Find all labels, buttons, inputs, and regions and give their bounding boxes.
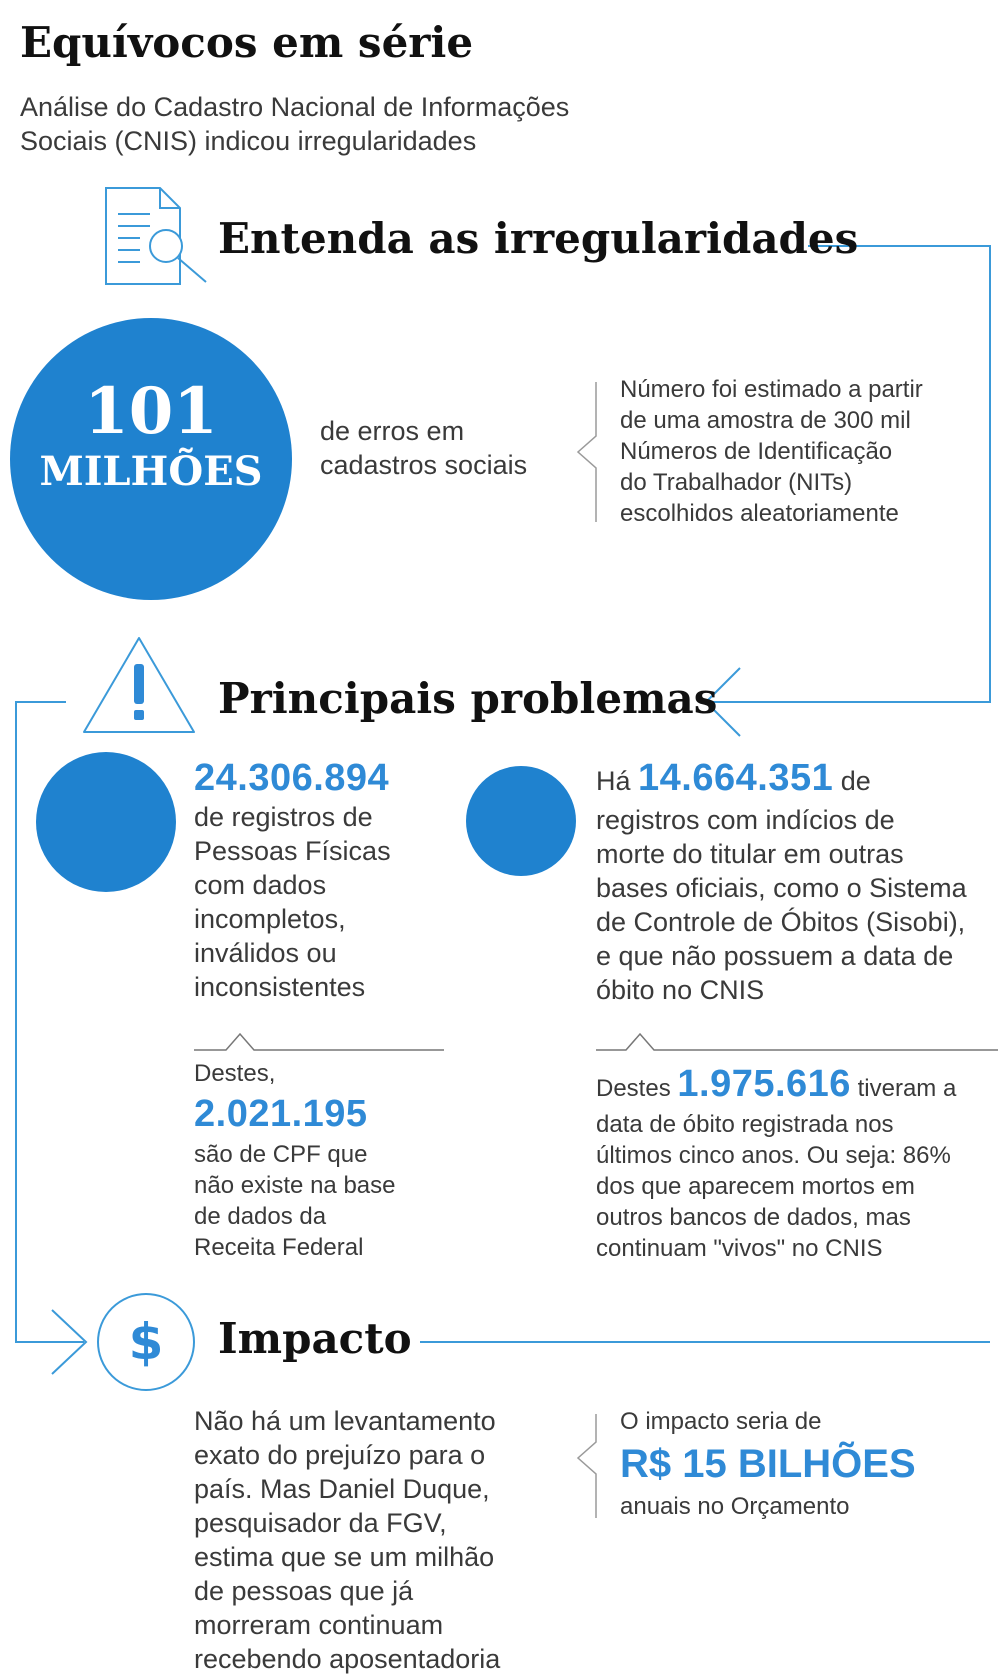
estimate-note <box>620 374 923 529</box>
impact-value: R$ 15 BILHÕES <box>620 1442 916 1486</box>
problem-left-sub-line: de dados da <box>194 1203 327 1230</box>
estimate-note-line: do Trabalhador (NITs) <box>620 469 853 496</box>
dollar-icon: $ <box>128 1313 164 1371</box>
impact-body-line: Não há um levantamento <box>194 1406 496 1436</box>
impact-body-line: exato do prejuízo para o <box>194 1440 486 1470</box>
problem-right-text <box>596 756 967 1007</box>
problem-left-sub-line: não existe na base <box>194 1172 396 1199</box>
warning-icon <box>84 638 194 732</box>
problem-right-sub-line: continuam "vivos" no CNIS <box>596 1235 883 1262</box>
big-number: 101 <box>84 374 218 449</box>
impact-body-line: país. Mas Daniel Duque, <box>194 1474 490 1504</box>
section-heading-irregularidades: Entenda as irregularidades <box>218 214 859 263</box>
problem-right-prefix: Há <box>596 766 631 796</box>
problem-right-line: de Controle de Óbitos (Sisobi), <box>596 907 966 937</box>
problem-right-sub-suffix: tiveram a <box>857 1075 957 1102</box>
page-subtitle-line1: Análise do Cadastro Nacional de Informações <box>20 92 570 122</box>
problem-left-sub-number: 2.021.195 <box>194 1093 368 1135</box>
page-title: Equívocos em série <box>20 18 474 67</box>
problem-right-sub-line: dos que aparecem mortos em <box>596 1173 915 1200</box>
impact-body-line: estima que se um milhão <box>194 1542 495 1572</box>
divider-left <box>194 1034 444 1050</box>
impact-body-line: recebendo aposentadoria <box>194 1644 501 1674</box>
problem-right-line: registros com indícios de <box>596 805 895 835</box>
impact-outro: anuais no Orçamento <box>620 1493 850 1520</box>
page-subtitle-line2: Sociais (CNIS) indicou irregularidades <box>20 126 477 156</box>
impact-intro: O impacto seria de <box>620 1408 822 1435</box>
problem-right-sub-number: 1.975.616 <box>677 1063 851 1105</box>
problem-right-dot <box>466 766 576 876</box>
big-number-caption-line1: de erros em <box>320 416 465 446</box>
problem-right-number: 14.664.351 <box>638 757 834 799</box>
problem-left-dot <box>36 752 176 892</box>
problem-left-line: incompletos, <box>194 904 346 934</box>
problem-left-line: Pessoas Físicas <box>194 836 391 866</box>
estimate-note-line: Número foi estimado a partir <box>620 376 923 403</box>
estimate-note-line: escolhidos aleatoriamente <box>620 500 899 527</box>
problem-right-line: bases oficiais, como o Sistema <box>596 873 967 903</box>
section-heading-problemas: Principais problemas <box>218 674 718 723</box>
section-heading-impacto: Impacto <box>218 1314 412 1363</box>
problem-right-sub-prefix: Destes <box>596 1075 671 1102</box>
problem-left-number: 24.306.894 <box>194 757 390 799</box>
problem-left-sub-line: Receita Federal <box>194 1234 364 1261</box>
impact-body-line: pesquisador da FGV, <box>194 1508 447 1538</box>
problem-left-detail <box>194 1058 395 1263</box>
problem-left-sub-intro: Destes, <box>194 1060 276 1087</box>
problem-right-sub-line: data de óbito registrada nos <box>596 1111 894 1138</box>
impact-bracket <box>578 1414 596 1518</box>
problem-right-line: óbito no CNIS <box>596 975 765 1005</box>
estimate-note-line: de uma amostra de 300 mil <box>620 407 911 434</box>
document-search-icon <box>106 188 206 284</box>
estimate-note-line: Números de Identificação <box>620 438 893 465</box>
problem-right-line: morte do titular em outras <box>596 839 904 869</box>
impact-body-line: de pessoas que já <box>194 1576 414 1606</box>
problem-left-line: inválidos ou <box>194 938 337 968</box>
impact-note <box>620 1406 916 1522</box>
impact-body-line: morreram continuam <box>194 1610 444 1640</box>
impact-body <box>194 1404 500 1676</box>
problem-left-line: com dados <box>194 870 327 900</box>
problem-left-line: de registros de <box>194 802 373 832</box>
problem-left-line: inconsistentes <box>194 972 366 1002</box>
problem-right-sub-line: últimos cinco anos. Ou seja: 86% <box>596 1142 951 1169</box>
big-number-unit: MILHÕES <box>39 448 263 495</box>
problem-left-text <box>194 756 391 1004</box>
problem-right-line: e que não possuem a data de <box>596 941 954 971</box>
big-number-caption-line2: cadastros sociais <box>320 450 528 480</box>
problem-left-sub-line: são de CPF que <box>194 1141 368 1168</box>
note-bracket <box>578 382 596 522</box>
problem-right-detail <box>596 1064 956 1264</box>
divider-right <box>596 1034 998 1050</box>
problem-right-sub-line: outros bancos de dados, mas <box>596 1204 911 1231</box>
problem-right-suffix: de <box>840 766 871 796</box>
